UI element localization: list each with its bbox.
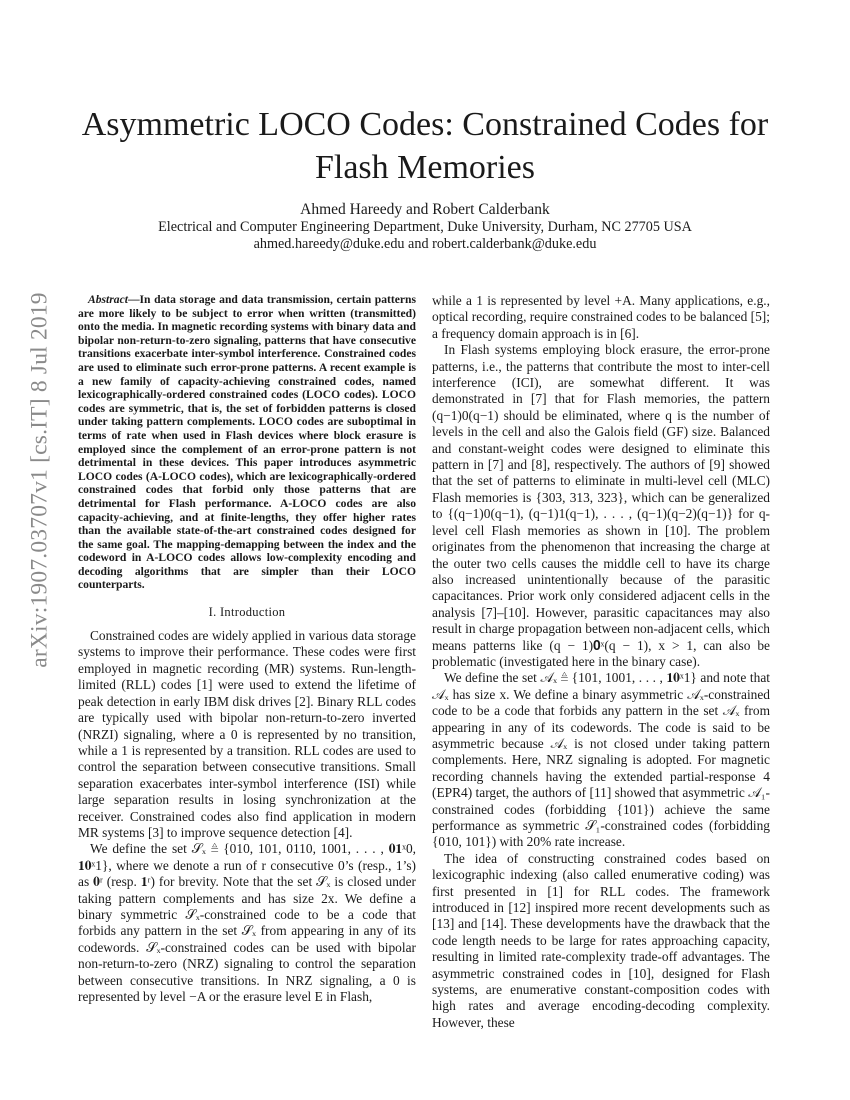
paragraph: The idea of constructing constrained codes based on lexicographic indexing (also called enumerative coding) was first presented in [1] for RLL codes. The framework introduced in [12] inspired more recent developments such as [13] and [14]. These developments have the drawback that the code length needs to be large for rates approaching capacity, resulting in limited rate-complexity trade-off advantages. The asymmetric constrained codes in [10], designed for Flash systems, are enumerative constant-composition codes with high rates and average encoding-decoding complexity. However, these <box>432 850 770 1030</box>
abstract <box>78 293 416 592</box>
section-heading: I. Introduction <box>208 605 286 620</box>
arxiv-identifier: arXiv:1907.03707v1 [cs.IT] 8 Jul 2019 <box>26 292 53 668</box>
arxiv-sidebar <box>22 292 58 668</box>
paper-title: Asymmetric LOCO Codes: Constrained Codes for Flash Memories <box>81 106 769 186</box>
paragraph: In Flash systems employing block erasure, the error-prone patterns, i.e., the patterns that contribute the most to inter-cell interference (ICI), are somewhat different. It was demonstrated in [7] that for Flash memories, the pattern (q−1)0(q−1) should be eliminated, where q is the number of levels in the cell and also the Galois field (GF) size. Balanced and constant-weight codes were designed to eliminate this pattern in [7] and [8], respectively. The authors of [9] showed that the set of patterns to eliminate in multi-level cell (MLC) Flash memories is {303, 313, 323}, which can be generalized to {(q−1)0(q−1), (q−1)1(q−1), . . . , (q−1)(q−2)(q−1)} for q-level cell Flash memories as shown in [10]. The problem originates from the phenomenon that increasing the charge at the outer two cells causes the middle cell to have its charge also increased unintentionally because of the parasitic capacitances. Prior work only considered adjacent cells in the analysis [7]–[10]. However, parasitic capacitances may also result in charge propagation between non-adjacent cells, which means patterns like (q − 1)𝟎ˣ(q − 1), x > 1, can also be problematic (investigated here in the binary case). <box>432 342 770 669</box>
paragraph: while a 1 is represented by level +A. Many applications, e.g., optical recording, require constrained codes to be balanced [5]; a frequency domain approach is in [6]. <box>432 293 770 341</box>
author-emails: ahmed.hareedy@duke.edu and robert.calderbank@duke.edu <box>253 236 597 252</box>
abstract-label: Abstract <box>88 293 128 306</box>
abstract-text: —In data storage and data transmission, certain patterns are more likely to be subject to error when written (transmitted) onto the media. In magnetic recording systems with binary data and bipolar non-return-to-zero signaling, patterns that have consecutive transitions exacerbate inter-symbol interference. Constrained codes are used to eliminate such error-prone patterns. A recent example is a new family of capacity-achieving constrained codes, named lexicographically-ordered constrained codes (LOCO codes). LOCO codes are symmetric, that is, the set of forbidden patterns is closed under taking pattern complements. LOCO codes are suboptimal in terms of rate when used in Flash devices where block erasure is employed since the complement of an error-prone pattern is not detrimental in these devices. This paper introduces asymmetric LOCO codes (A-LOCO codes), which are lexicographically-ordered constrained codes that forbid only those patterns that are detrimental for Flash performance. A-LOCO codes are also capacity-achieving, and at finite-lengths, they offer higher rates than the available state-of-the-art constrained codes designed for the same goal. The mapping-demapping between the index and the codeword in A-LOCO codes allows low-complexity encoding and decoding algorithms that are simpler than their LOCO counterparts. <box>78 293 416 592</box>
right-column <box>432 293 770 1031</box>
paragraph: We define the set 𝒮ₓ ≜ {010, 101, 0110, 1001, . . . , 𝟎𝟏ˣ0, 𝟏𝟎ˣ1}, where we denote a run of r consecutive 0’s (resp., 1’s) as 𝟎ʳ (resp. 𝟏ʳ) for brevity. Note that the set 𝒮ₓ is closed under taking pattern complements and has size 2x. We define a binary symmetric 𝒮ₓ-constrained code to be a code that forbids any pattern in the set 𝒮ₓ from appearing in any of its codewords. 𝒮ₓ-constrained codes can be used with bipolar non-return-to-zero (NRZ) signaling to control the separation between consecutive transitions. In NRZ signaling, a 0 is represented by level −A or the erasure level E in Flash, <box>78 841 416 1004</box>
left-column <box>78 293 416 1005</box>
authors: Ahmed Hareedy and Robert Calderbank <box>300 201 550 218</box>
paragraph: Constrained codes are widely applied in various data storage systems to improve their performance. These codes were first employed in magnetic recording (MR) systems. Run-length-limited (RLL) codes [1] were used to extend the lifetime of peak detection in early IBM disk drives [2]. Binary RLL codes are typically used with bipolar non-return-to-zero inverted (NRZI) signaling, where a 0 is represented by no transition, while a 1 is represented by a transition. RLL codes are used to control the separation between consecutive transitions. Small separation exacerbates inter-symbol interference (ISI) while large separation results in losing synchronization at the receiver. Constrained codes also find application in modern MR systems [3] to improve sequence detection [4]. <box>78 628 416 840</box>
paragraph: We define the set 𝒜ₓ ≜ {101, 1001, . . . , 𝟏𝟎ˣ1} and note that 𝒜ₓ has size x. We define a binary asymmetric 𝒜ₓ-constrained code to be a code that forbids any pattern in the set 𝒜ₓ from appearing in any of its codewords. The code is said to be asymmetric because 𝒜ₓ is not closed under taking pattern complements. Here, NRZ signaling is adopted. For magnetic recording channels having the extended partial-response 4 (EPR4) target, the authors of [11] showed that asymmetric 𝒜₁-constrained codes (forbidding {101}) achieve the same performance as symmetric 𝒮₁-constrained codes (forbidding {010, 101}) with 20% rate increase. <box>432 670 770 850</box>
affiliation: Electrical and Computer Engineering Department, Duke University, Durham, NC 27705 USA <box>158 219 692 235</box>
